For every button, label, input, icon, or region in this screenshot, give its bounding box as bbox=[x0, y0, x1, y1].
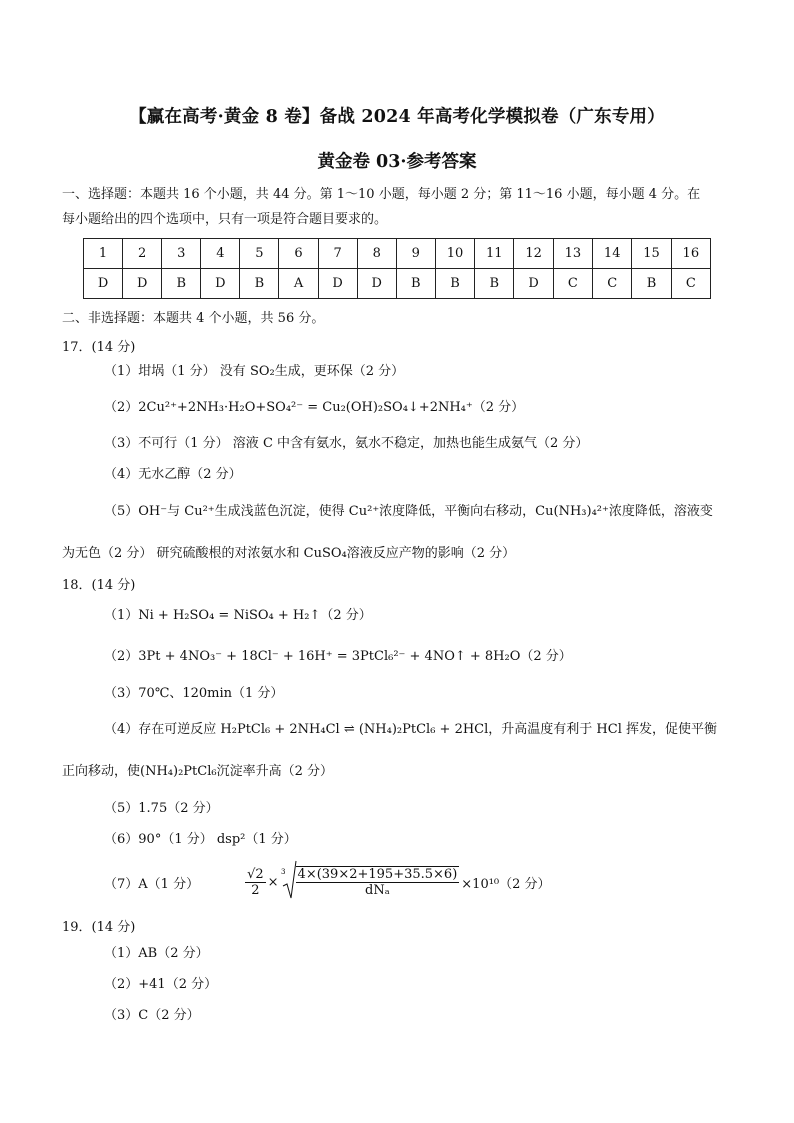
question-number-cell: 16 bbox=[671, 239, 710, 269]
radical-sign-icon bbox=[281, 860, 297, 900]
answer-table bbox=[83, 238, 711, 299]
question-number-cell: 2 bbox=[123, 239, 162, 269]
question-number-cell: 15 bbox=[632, 239, 671, 269]
q17-answer-5-line1: （5）OH⁻与 Cu²⁺生成浅蓝色沉淀，使得 Cu²⁺浓度降低，平衡向右移动，Cu(NH₃)₄²⁺浓度降低，溶液变 bbox=[104, 504, 713, 519]
answer-cell: B bbox=[240, 269, 279, 299]
q18-answer-6: （6）90°（1 分） dsp²（1 分） bbox=[104, 832, 297, 847]
radicand-numerator: 4×(39×2+195+35.5×6) bbox=[297, 867, 458, 882]
section1-intro bbox=[62, 182, 730, 232]
q18-answer-4-line1: （4）存在可逆反应 H₂PtCl₆ + 2NH₄Cl ⇌ (NH₄)₂PtCl₆ + 2HCl，升高温度有利于 HCl 挥发，促使平衡 bbox=[104, 722, 717, 737]
q18-answer-7-radicand bbox=[296, 866, 460, 898]
question-number-cell: 9 bbox=[396, 239, 435, 269]
section2-intro: 二、非选择题：本题共 4 个小题，共 56 分。 bbox=[62, 311, 325, 326]
answer-cell: B bbox=[162, 269, 201, 299]
q18-answer-5: （5）1.75（2 分） bbox=[104, 801, 219, 816]
answer-cell: B bbox=[435, 269, 474, 299]
question-number-cell: 1 bbox=[84, 239, 123, 269]
answer-cell: C bbox=[593, 269, 632, 299]
answer-cell: A bbox=[279, 269, 318, 299]
question-number-cell: 4 bbox=[201, 239, 240, 269]
q17-answer-4: （4）无水乙醇（2 分） bbox=[104, 467, 242, 482]
section1-line2: 每小题给出的四个选项中，只有一项是符合题目要求的。 bbox=[62, 212, 388, 227]
coefficient-denominator: 2 bbox=[251, 882, 260, 898]
q18-answer-7-label: （7）A（1 分） bbox=[104, 876, 200, 892]
page-subtitle: 黄金卷 03·参考答案 bbox=[317, 152, 477, 172]
q17-heading: 17．(14 分) bbox=[62, 340, 136, 355]
answer-cell: C bbox=[671, 269, 710, 299]
q18-answer-7-coefficient bbox=[245, 867, 266, 898]
question-number-cell: 14 bbox=[593, 239, 632, 269]
question-number-cell: 11 bbox=[475, 239, 514, 269]
answer-table-number-row bbox=[84, 239, 711, 269]
radicand-denominator: dNₐ bbox=[365, 883, 390, 898]
question-number-cell: 5 bbox=[240, 239, 279, 269]
answer-cell: D bbox=[318, 269, 357, 299]
answer-cell: B bbox=[632, 269, 671, 299]
question-number-cell: 12 bbox=[514, 239, 553, 269]
q19-heading: 19．(14 分) bbox=[62, 920, 136, 935]
answer-cell: D bbox=[201, 269, 240, 299]
q19-answer-2: （2）+41（2 分） bbox=[104, 977, 218, 992]
answer-cell: B bbox=[396, 269, 435, 299]
question-number-cell: 13 bbox=[553, 239, 592, 269]
coefficient-numerator: √2 bbox=[247, 866, 264, 882]
answer-cell: D bbox=[514, 269, 553, 299]
q18-answer-2: （2）3Pt + 4NO₃⁻ + 18Cl⁻ + 16H⁺ = 3PtCl₆²⁻ + 4NO↑ + 8H₂O（2 分） bbox=[104, 649, 572, 664]
q17-answer-1: （1）坩埚（1 分） 没有 SO₂生成，更环保（2 分） bbox=[104, 364, 405, 379]
q19-answer-3: （3）C（2 分） bbox=[104, 1008, 200, 1023]
q17-answer-3: （3）不可行（1 分） 溶液 C 中含有氨水，氨水不稳定，加热也能生成氨气（2 分） bbox=[104, 436, 589, 451]
section1-line1: 一、选择题：本题共 16 个小题，共 44 分。第 1～10 小题，每小题 2 分；第 11～16 小题，每小题 4 分。在 bbox=[62, 187, 701, 202]
q18-answer-4-line2: 正向移动，使(NH₄)₂PtCl₆沉淀率升高（2 分） bbox=[62, 764, 333, 779]
answer-cell: D bbox=[357, 269, 396, 299]
answer-cell: D bbox=[84, 269, 123, 299]
question-number-cell: 7 bbox=[318, 239, 357, 269]
question-number-cell: 8 bbox=[357, 239, 396, 269]
answer-cell: B bbox=[475, 269, 514, 299]
q18-answer-3: （3）70℃、120min（1 分） bbox=[104, 686, 284, 701]
svg-text:3: 3 bbox=[280, 868, 286, 876]
q18-heading: 18．(14 分) bbox=[62, 578, 136, 593]
cube-root-icon bbox=[281, 860, 297, 904]
q17-answer-5-line2: 为无色（2 分） 研究硫酸根的对浓氨水和 CuSO₄溶液反应产物的影响（2 分） bbox=[62, 546, 516, 561]
q18-answer-7-tail: ×10¹⁰（2 分） bbox=[461, 876, 551, 892]
q18-answer-7: （7）A（1 分） $\frac{√2}{2}$ × 3 $\frac{4\times(39\times 2+195+35.5\times 6)}{\text{dNₐ}}$ ×10¹⁰（2 分） bbox=[104, 860, 551, 904]
answer-table-answer-row bbox=[84, 269, 711, 299]
question-number-cell: 6 bbox=[279, 239, 318, 269]
question-number-cell: 10 bbox=[435, 239, 474, 269]
answer-cell: D bbox=[123, 269, 162, 299]
q17-answer-2: （2）2Cu²⁺+2NH₃·H₂O+SO₄²⁻ = Cu₂(OH)₂SO₄↓+2NH₄⁺（2 分） bbox=[104, 400, 525, 415]
q18-answer-1: （1）Ni + H₂SO₄ = NiSO₄ + H₂↑（2 分） bbox=[104, 608, 372, 623]
q19-answer-1: （1）AB（2 分） bbox=[104, 946, 209, 961]
answer-cell: C bbox=[553, 269, 592, 299]
question-number-cell: 3 bbox=[162, 239, 201, 269]
page-title: 【赢在高考·黄金 8 卷】备战 2024 年高考化学模拟卷（广东专用） bbox=[129, 107, 665, 127]
